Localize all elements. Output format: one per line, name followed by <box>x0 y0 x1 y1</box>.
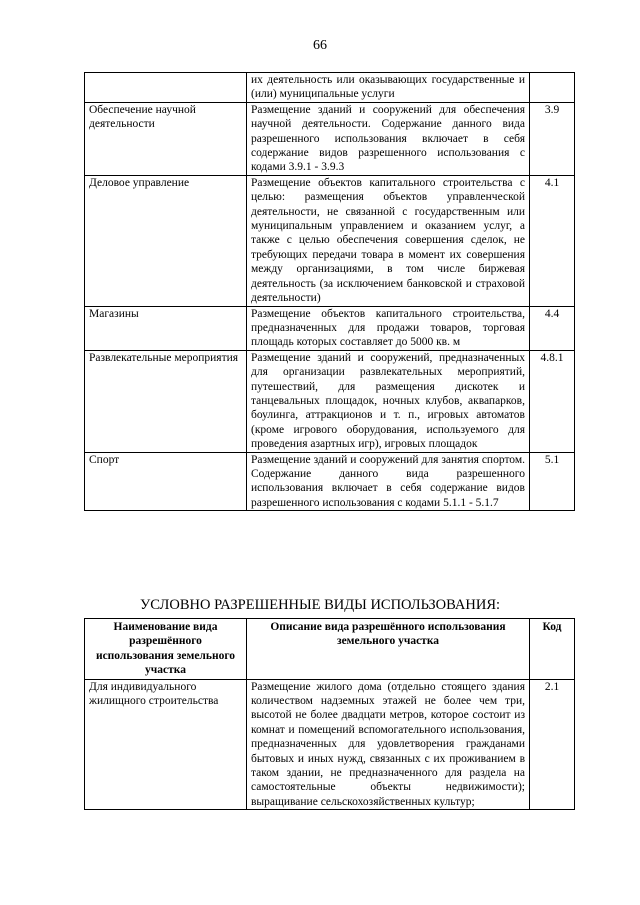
table-row <box>85 306 575 350</box>
use-name-cell: Развлекательные мероприятия <box>85 350 247 452</box>
use-name-cell: Спорт <box>85 452 247 511</box>
use-description-cell: Размещение зданий и сооружений, предназначенных для организации развлекательных мероприятий, путешествий, для размещения дискотек и танцевальных площадок, ночных клубов, аквапарков, боулинга, аттракционов и т. п., игровых автоматов (кроме игрового оборудования, используемого для проведения азартных игр), игровых площадок <box>247 350 530 452</box>
permitted-uses-table <box>84 72 575 511</box>
table-row <box>85 679 575 810</box>
use-description-cell: Размещение жилого дома (отдельно стоящего здания количеством надземных этажей не более чем три, высотой не более двадцати метров, которое состоит из комнат и помещений вспомогательного использования, предназначенных для удовлетворения гражданами бытовых и иных нужд, связанных с их проживанием в таком здании, не предназначенного для раздела на самостоятельные объекты недвижимости); выращивание сельскохозяйственных культур; <box>247 679 530 810</box>
use-code-cell: 4.8.1 <box>530 350 575 452</box>
table-header-row <box>85 619 575 680</box>
use-name-cell: Для индивидуального жилищного строительства <box>85 679 247 810</box>
use-code-cell: 4.1 <box>530 175 575 306</box>
table-row <box>85 102 575 175</box>
use-description-cell: их деятельность или оказывающих государственные и (или) муниципальные услуги <box>247 73 530 103</box>
header-use-description: Описание вида разрешённого использования земельного участка <box>247 619 530 680</box>
use-name-cell: Магазины <box>85 306 247 350</box>
use-code-cell <box>530 73 575 103</box>
use-name-cell: Деловое управление <box>85 175 247 306</box>
header-use-name: Наименование вида разрешённого использования земельного участка <box>85 619 247 680</box>
use-code-cell: 5.1 <box>530 452 575 511</box>
table-row <box>85 175 575 306</box>
use-code-cell: 3.9 <box>530 102 575 175</box>
use-description-cell: Размещение зданий и сооружений для занятия спортом. Содержание данного вида разрешенного использования включает в себя содержание видов разрешенного использования с кодами 5.1.1 - 5.1.7 <box>247 452 530 511</box>
section-heading: УСЛОВНО РАЗРЕШЕННЫЕ ВИДЫ ИСПОЛЬЗОВАНИЯ: <box>139 597 501 613</box>
use-code-cell: 2.1 <box>530 679 575 810</box>
use-description-cell: Размещение объектов капитального строительства с целью: размещения объектов управленческой деятельности, не связанной с государственным или муниципальным управлением и оказанием услуг, а также с целью обеспечения совершения сделок, не требующих передачи товара в момент их совершения между организациями, в том числе биржевая деятельность (за исключением банковской и страховой деятельности) <box>247 175 530 306</box>
page-number: 66 <box>313 38 327 53</box>
table-row <box>85 73 575 103</box>
use-name-cell <box>85 73 247 103</box>
use-description-cell: Размещение объектов капитального строительства, предназначенных для продажи товаров, торговая площадь которых составляет до 5000 кв. м <box>247 306 530 350</box>
use-name-cell: Обеспечение научной деятельности <box>85 102 247 175</box>
header-use-code: Код <box>530 619 575 680</box>
use-description-cell: Размещение зданий и сооружений для обеспечения научной деятельности. Содержание данного вида разрешенного использования включает в себя содержание видов разрешенного использования с кодами 3.9.1 - 3.9.3 <box>247 102 530 175</box>
table-row <box>85 452 575 511</box>
table-row <box>85 350 575 452</box>
use-code-cell: 4.4 <box>530 306 575 350</box>
conditionally-permitted-uses-table <box>84 618 575 810</box>
